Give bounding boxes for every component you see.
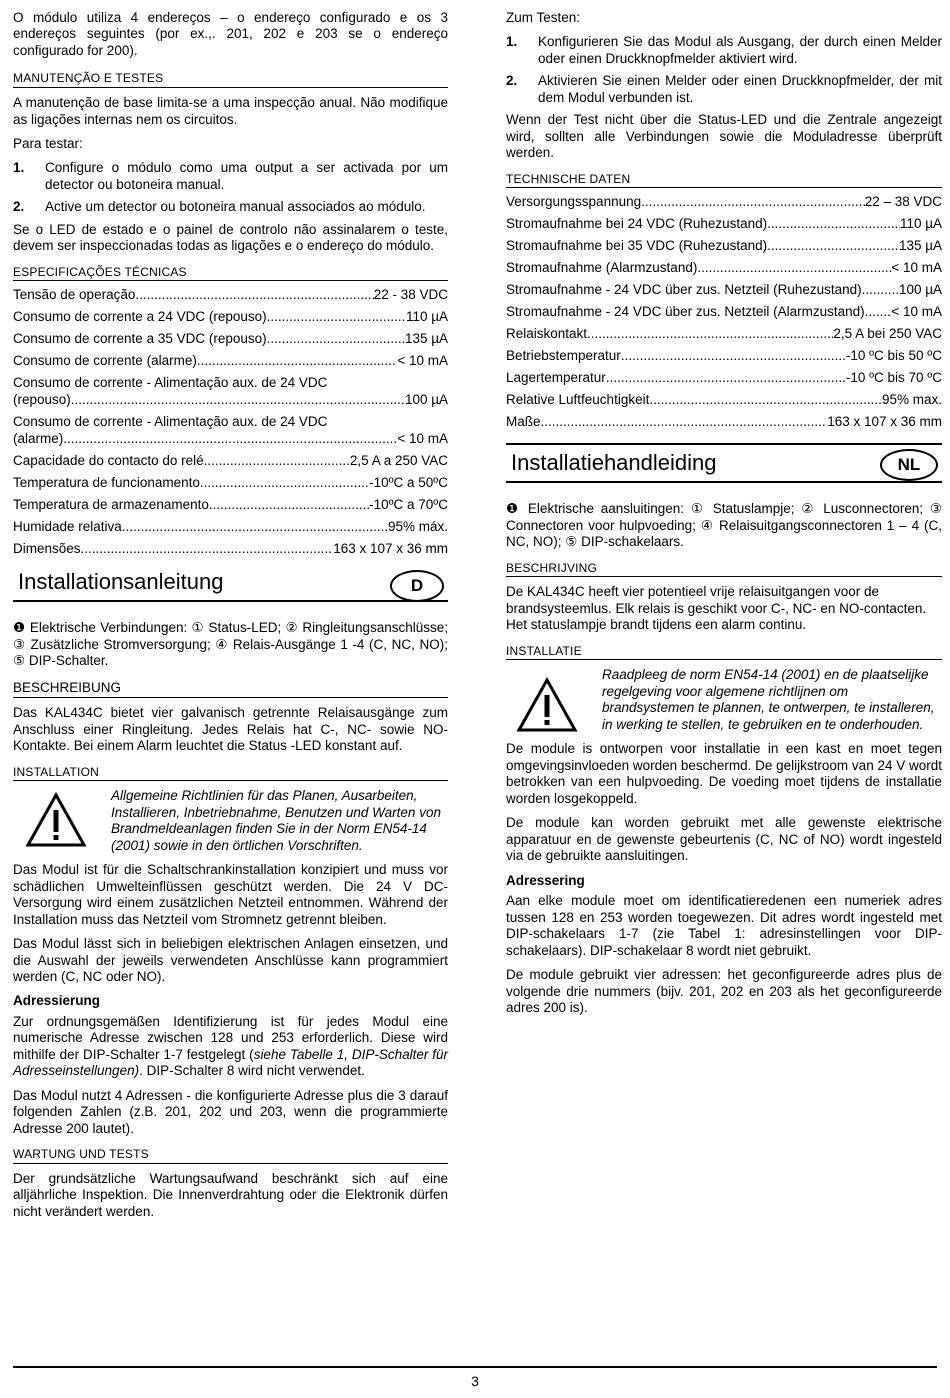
spec-label: Stromaufnahme - 24 VDC über zus. Netzteil (Alarmzustand) <box>506 304 865 320</box>
de-connections: ❶ Elektrische Verbindungen: ① Status-LED; ② Ringleitungsanschlüsse; ③ Zusätzliche Stromversorgung; ④ Relais-Ausgänge 1 -4 (C, NC, NO); ⑤ DIP-Schalter. <box>13 620 448 669</box>
spec-row <box>13 411 448 450</box>
spec-label: Consumo de corrente (alarme) <box>13 353 197 369</box>
step-text: Configure o módulo como uma output a ser activada por um detector ou botoneira manual. <box>45 160 448 192</box>
spec-row <box>13 328 448 350</box>
de-warning-box <box>13 788 448 854</box>
left-column <box>13 10 448 1228</box>
page-number: 3 <box>471 1373 479 1389</box>
spec-value: 95% máx. <box>387 519 448 535</box>
spec-row <box>506 411 942 433</box>
spec-label: Consumo de corrente - Alimentação aux. de 24 VDC <box>13 375 328 391</box>
list-item <box>506 34 942 67</box>
spec-row <box>506 367 942 389</box>
de-maintenance-heading: WARTUNG UND TESTS <box>13 1147 448 1164</box>
spec-label: Tensão de operação <box>13 287 136 303</box>
nl-warning-text: Raadpleeg de norm EN54-14 (2001) en de plaatselijke regelgeving voor algemene richtlijnen om brandsystemen te plannen, te ontwerpen, te installeren, in werking te stellen, te gebruiken en te onderhouden. <box>602 667 935 732</box>
spec-row <box>13 350 448 372</box>
list-item <box>13 160 448 193</box>
spec-value: < 10 mA <box>397 353 448 369</box>
spec-value: 100 µA <box>898 282 942 298</box>
de-install-p1: Das Modul ist für die Schaltschrankinstallation konzipiert und muss vor schädlichen Umwelteinflüssen geschützt werden. Die 24 V DC-Versorgung wird einem zusätzlichen Netzteil entnommen. Während der Installation muss das Netzteil vom Stromnetz getrennt bleiben. <box>13 862 448 927</box>
spec-row <box>13 516 448 538</box>
spec-label: Dimensões <box>13 541 81 557</box>
text-segment: . DIP-Schalter 8 wird nicht verwendet. <box>139 1063 365 1079</box>
spec-row <box>506 345 942 367</box>
spec-value: 95% max. <box>881 392 942 408</box>
step-number: 2. <box>13 199 25 215</box>
nl-section-heading <box>506 443 942 483</box>
nl-install-p1: De module is ontworpen voor installatie in een kast en moet tegen omgevingsinvloeden worden beschermd. De gelijkstroom van 24 V wordt betrokken van een hulpvoeding. De voeding moet tijdens de installatie worden losgekoppeld. <box>506 741 942 806</box>
step-text: Konfigurieren Sie das Modul als Ausgang, der durch einen Melder oder einen Druckknopfmelder aktiviert wird. <box>538 34 942 66</box>
spec-row <box>13 472 448 494</box>
de-description-heading: BESCHREIBUNG <box>13 680 448 698</box>
spec-value: 110 µA <box>899 216 942 232</box>
spec-row <box>13 494 448 516</box>
list-item <box>506 73 942 106</box>
spec-row <box>506 257 942 279</box>
spec-value: -10ºC a 50ºC <box>369 475 448 491</box>
nl-addressing-p2: De module gebruikt vier adressen: het geconfigureerde adres plus de volgende drie nummers (bijv. 201, 202 en 203 als het geconfigureerde adres 200 is). <box>506 967 942 1015</box>
spec-label-cont: (alarme) <box>13 431 64 447</box>
spec-row <box>13 450 448 472</box>
nl-connections: ❶ Elektrische aansluitingen: ① Statuslampje; ② Lusconnectoren; ③ Connectoren voor hulpvoeding; ④ Relaisuitgangsconnectoren 1 – 4 (C, NC, NO); ⑤ DIP-schakelaars. <box>506 501 942 550</box>
de-addressing-p1 <box>13 1014 448 1080</box>
warning-icon <box>25 792 87 848</box>
warning-icon <box>516 677 578 733</box>
spec-row <box>506 191 942 213</box>
spec-label: Lagertemperatur <box>506 370 606 386</box>
de-section-heading <box>13 566 448 602</box>
spec-label: Stromaufnahme bei 24 VDC (Ruhezustand) <box>506 216 768 232</box>
spec-label: Consumo de corrente - Alimentação aux. de 24 VDC <box>13 414 328 430</box>
pt-spec-heading: ESPECIFICAÇÕES TÉCNICAS <box>13 265 448 282</box>
nl-description-heading: BESCHRIJVING <box>506 561 942 578</box>
spec-value: < 10 mA <box>891 304 942 320</box>
pt-test-label: Para testar: <box>13 135 83 151</box>
spec-value: 110 µA <box>405 309 448 325</box>
nl-title: Installatiehandleiding <box>511 449 717 475</box>
right-column <box>506 10 942 1024</box>
language-badge-nl: NL <box>880 449 938 481</box>
spec-value: 100 µA <box>404 392 448 408</box>
de-description: Das KAL434C bietet vier galvanisch getrennte Relaisausgänge zum Anschluss einer Ringleitung. Jedes Relais hat C-, NC- sowie NO-Kontakte. Bei einem Alarm leuchtet die Status -LED konstant auf. <box>13 705 448 754</box>
spec-value: -10 ºC bis 70 ºC <box>845 370 942 386</box>
nl-install-p2: De module kan worden gebruikt met alle gewenste elektrische apparatuur en de gewenste gebeurtenis (C, NC of NO) wordt ingesteld via de gebruikte aansluitingen. <box>506 815 942 864</box>
de-install-p2: Das Modul lässt sich in beliebigen elektrischen Anlagen einsetzen, und die Auswahl der jeweils verwendeten Anschlüsse kann programmiert werden (C, NC oder NO). <box>13 936 448 984</box>
spec-label: Capacidade do contacto do relé <box>13 453 204 469</box>
de-test-label: Zum Testen: <box>506 10 581 25</box>
spec-row <box>506 279 942 301</box>
spec-value: 22 – 38 VDC <box>864 194 942 210</box>
nl-description: De KAL434C heeft vier potentieel vrije relaisuitgangen voor de brandsysteemlus. Elk relais is geschikt voor C-, NC- en NO-contacten. Het statuslampje brandt tijdens een alarm continu. <box>506 584 927 633</box>
spec-label: Maße <box>506 414 541 430</box>
nl-installation-heading: INSTALLATIE <box>506 644 942 661</box>
list-item <box>13 199 448 215</box>
spec-label: Betriebstemperatur <box>506 348 621 364</box>
spec-label: Temperatura de funcionamento <box>13 475 200 491</box>
text-segment-italic: siehe Tabelle 1, DIP-Schalter für Adresseinstellungen) <box>13 1046 448 1079</box>
spec-label: Stromaufnahme (Alarmzustand) <box>506 260 698 276</box>
text-segment: Zur ordnungsgemäßen Identifizierung ist für jedes Modul eine numerische Adresse zwischen 128 und 253 erforderlich. Diese wird mithilfe der DIP-Schalter 1-7 festgelegt ( <box>13 1013 448 1062</box>
footer-rule <box>13 1366 937 1368</box>
de-test-steps <box>506 34 942 106</box>
pt-maintenance-text: A manutenção de base limita-se a uma inspecção anual. Não modifique as ligações internas nem os circuitos. <box>13 95 448 127</box>
spec-value: 2,5 A bei 250 VAC <box>833 326 942 342</box>
spec-value: 22 - 38 VDC <box>373 287 448 303</box>
step-text: Aktivieren Sie einen Melder oder einen Druckknopfmelder, der mit dem Modul verbunden ist. <box>538 73 942 105</box>
nl-addressing-p1: Aan elke module moet om identificatieredenen een numeriek adres tussen 128 en 253 worden toegewezen. Dit adres wordt ingesteld met DIP-schakelaars 1-7 (zie Tabel 1: adresinstellingen voor DIP-schakelaars). DIP-schakelaar 8 wordt niet gebruikt. <box>506 893 942 958</box>
spec-label: Versorgungsspannung <box>506 194 642 210</box>
spec-row <box>506 213 942 235</box>
spec-value: < 10 mA <box>891 260 942 276</box>
pt-intro: O módulo utiliza 4 endereços – o endereço configurado e os 3 endereços seguintes (por ex.,. 201, 202 e 203 se o endereço configurado for 200). <box>13 10 448 58</box>
spec-value: -10 ºC bis 50 ºC <box>845 348 942 364</box>
spec-label: Relaiskontakt <box>506 326 588 342</box>
pt-maintenance-heading: MANUTENÇÃO E TESTES <box>13 71 448 88</box>
spec-label: Consumo de corrente a 24 VDC (repouso) <box>13 309 267 325</box>
spec-row <box>13 284 448 306</box>
spec-value: 163 x 107 x 36 mm <box>333 541 448 557</box>
pt-test-steps <box>13 160 448 215</box>
spec-value: 163 x 107 x 36 mm <box>827 414 942 430</box>
spec-row <box>506 389 942 411</box>
de-warning-text: Allgemeine Richtlinien für das Planen, Ausarbeiten, Installieren, Inbetriebnahme, Benutzen und Warten von Brandmeldeanlagen finden Sie in der Norm EN54-14 (2001) sowie in den örtlichen Vorschriften. <box>111 788 441 853</box>
spec-value: 135 µA <box>898 238 942 254</box>
spec-label: Humidade relativa <box>13 519 122 535</box>
spec-label-cont: (repouso) <box>13 392 71 408</box>
de-led-text: Wenn der Test nicht über die Status-LED und die Zentrale angezeigt wird, sollten alle Verbindungen sowie die Moduladresse überprüft werden. <box>506 112 942 161</box>
de-addressing-p2: Das Modul nutzt 4 Adressen - die konfigurierte Adresse plus die 3 darauf folgenden Zahlen (z.B. 201, 202 und 203, wenn die programmierte Adresse 200 lautet). <box>13 1087 448 1136</box>
step-text: Active um detector ou botoneira manual associados ao módulo. <box>45 199 426 215</box>
spec-row <box>506 235 942 257</box>
nl-addressing-heading: Adressering <box>506 872 585 888</box>
spec-label: Relative Luftfeuchtigkeit <box>506 392 650 408</box>
de-maintenance-text: Der grundsätzliche Wartungsaufwand beschränkt sich auf eine alljährliche Inspektion. Die Innenverdrahtung oder die Elektronik dürfen nicht verändert werden. <box>13 1170 448 1219</box>
de-addressing-heading: Adressierung <box>13 993 101 1009</box>
nl-warning-box <box>506 667 942 733</box>
spec-value: -10ºC a 70ºC <box>369 497 448 513</box>
spec-value: < 10 mA <box>397 431 448 447</box>
spec-row <box>13 538 448 560</box>
spec-row <box>13 372 448 411</box>
de-title: Installationsanleitung <box>18 568 224 594</box>
spec-row <box>506 301 942 323</box>
spec-row <box>506 323 942 345</box>
spec-value: 2,5 A a 250 VAC <box>349 453 448 469</box>
step-number: 2. <box>506 73 518 89</box>
spec-row <box>13 306 448 328</box>
spec-value: 135 µA <box>404 331 448 347</box>
pt-spec-list <box>13 284 448 560</box>
step-number: 1. <box>13 160 25 176</box>
de-spec-list <box>506 191 942 433</box>
spec-label: Stromaufnahme bei 35 VDC (Ruhezustand) <box>506 238 768 254</box>
spec-label: Stromaufnahme - 24 VDC über zus. Netzteil (Ruhezustand) <box>506 282 862 298</box>
spec-label: Temperatura de armazenamento <box>13 497 209 513</box>
spec-label: Consumo de corrente a 35 VDC (repouso) <box>13 331 267 347</box>
language-badge-d: D <box>390 570 444 602</box>
pt-led-text: Se o LED de estado e o painel de controlo não assinalarem o teste, devem ser inspeccionadas todas as ligações e o endereço do módulo. <box>13 221 448 254</box>
de-installation-heading: INSTALLATION <box>13 765 448 782</box>
step-number: 1. <box>506 34 518 50</box>
de-spec-heading: TECHNISCHE DATEN <box>506 172 942 189</box>
